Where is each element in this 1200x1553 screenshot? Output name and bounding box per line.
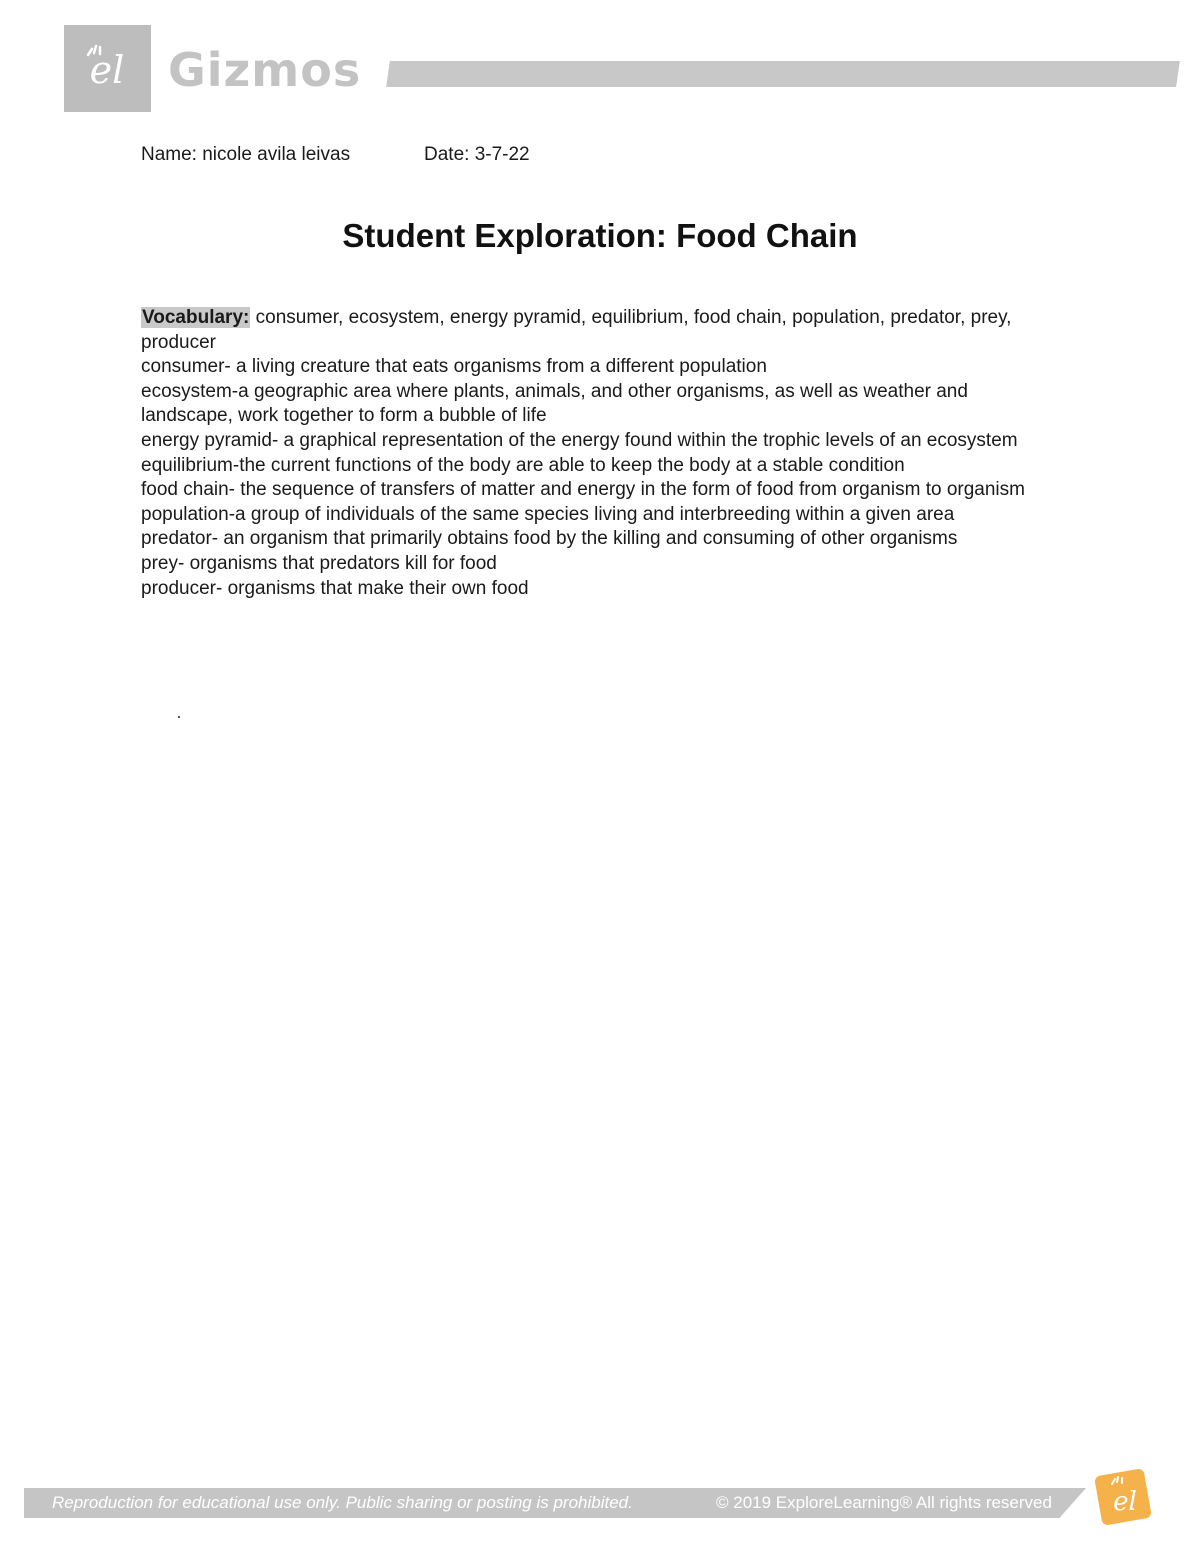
definition-prey: prey- organisms that predators kill for food xyxy=(141,552,497,574)
svg-text:el: el xyxy=(1113,1487,1137,1517)
explorelearning-footer-logo-icon xyxy=(1094,1464,1156,1526)
brand-title: Gizmos xyxy=(168,43,362,97)
svg-text:el: el xyxy=(89,48,125,92)
footer-notice: Reproduction for educational use only. Public sharing or posting is prohibited. xyxy=(52,1493,633,1512)
date: Date: 3-7-22 xyxy=(424,144,530,165)
vocabulary-section xyxy=(141,306,1061,601)
definition-food-chain: food chain- the sequence of transfers of matter and energy in the form of food from organism to organism xyxy=(141,479,1025,501)
stray-mark xyxy=(178,716,180,718)
header-bar xyxy=(386,61,1180,87)
vocabulary-terms xyxy=(141,306,1061,355)
definition-ecosystem: ecosystem-a geographic area where plants, animals, and other organisms, as well as weather and landscape, work together to form a bubble of life xyxy=(141,380,968,427)
page-title: Student Exploration: Food Chain xyxy=(342,217,858,254)
explorelearning-logo-icon xyxy=(64,25,151,112)
definition-producer: producer- organisms that make their own food xyxy=(141,577,529,599)
definition-population: population-a group of individuals of the same species living and interbreeding within a given area xyxy=(141,503,955,525)
vocabulary-label: Vocabulary: xyxy=(142,307,250,328)
footer-copyright: © 2019 ExploreLearning® All rights reserved xyxy=(716,1493,1052,1512)
definition-equilibrium: equilibrium-the current functions of the body are able to keep the body at a stable condition xyxy=(141,454,905,476)
student-name: Name: nicole avila leivas xyxy=(141,144,351,165)
definition-predator: predator- an organism that primarily obtains food by the killing and consuming of other organisms xyxy=(141,528,958,550)
definition-energy-pyramid: energy pyramid- a graphical representation of the energy found within the trophic levels of an ecosystem xyxy=(141,429,1018,451)
definition-consumer: consumer- a living creature that eats organisms from a different population xyxy=(141,356,767,378)
vocabulary-term-list: consumer, ecosystem, energy pyramid, equilibrium, food chain, population, predator, prey, producer xyxy=(141,307,1012,353)
